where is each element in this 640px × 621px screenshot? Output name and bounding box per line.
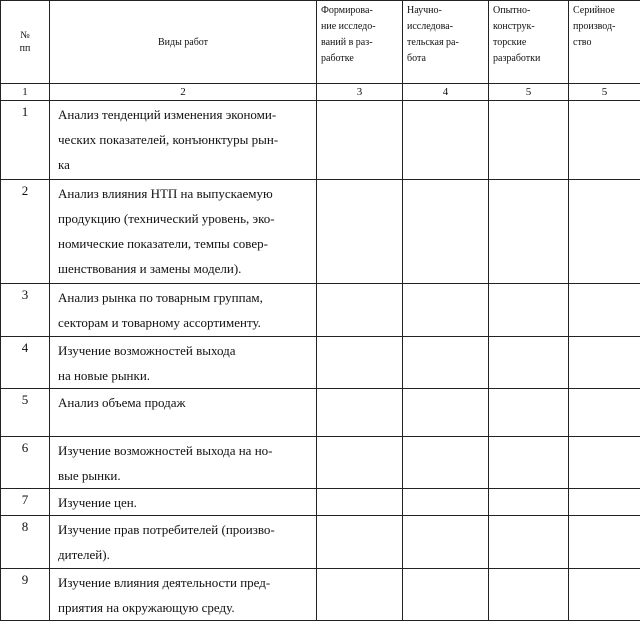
- stage-cell: [317, 284, 403, 336]
- header-line: работке: [321, 53, 354, 64]
- stage-cell: [403, 388, 489, 436]
- stage-cell: [403, 284, 489, 336]
- index-cell: 3: [317, 84, 403, 101]
- table-row: [1, 437, 640, 489]
- index-cell: 1: [1, 84, 50, 101]
- stage-cell: [317, 489, 403, 516]
- description-line: Анализ влияния НТП на выпускаемую: [58, 185, 273, 201]
- stage-cell: [317, 437, 403, 489]
- stage-cell: [403, 179, 489, 284]
- index-cell: 2: [50, 84, 317, 101]
- header-line: тельская ра-: [407, 37, 459, 48]
- stage-cell: [569, 489, 640, 516]
- row-work-description: [50, 516, 317, 568]
- header-number-cell: [1, 1, 50, 84]
- index-row: [1, 84, 640, 101]
- description-line: приятия на окружающую среду.: [58, 599, 235, 615]
- row-number: 3: [1, 284, 50, 336]
- header-line: торские: [493, 37, 527, 48]
- row-work-description: [50, 284, 317, 336]
- stage-cell: [569, 284, 640, 336]
- row-number: 8: [1, 516, 50, 568]
- header-line: Научно-: [407, 5, 442, 16]
- header-line: Опытно-: [493, 5, 531, 16]
- description-line: Изучение влияния деятельности пред-: [58, 574, 271, 590]
- stage-cell: [489, 388, 569, 436]
- header-col-formation: [317, 1, 403, 84]
- header-line: исследова-: [407, 21, 453, 32]
- stage-cell: [317, 336, 403, 388]
- table-row: [1, 284, 640, 336]
- stage-cell: [489, 179, 569, 284]
- stage-cell: [403, 568, 489, 620]
- header-works-type: Виды работ: [50, 1, 317, 84]
- stage-cell: [489, 437, 569, 489]
- header-line: Серийное: [573, 5, 615, 16]
- description-line: Анализ объема продаж: [58, 394, 186, 410]
- row-number: 4: [1, 336, 50, 388]
- row-work-description: [50, 489, 317, 516]
- description-line: Анализ рынка по товарным группам,: [58, 290, 263, 306]
- stage-cell: [569, 336, 640, 388]
- header-col-research: [403, 1, 489, 84]
- description-line: Изучение прав потребителей (произво-: [58, 522, 275, 538]
- table-row: [1, 568, 640, 620]
- row-work-description: [50, 437, 317, 489]
- row-number: 1: [1, 101, 50, 179]
- row-number: 7: [1, 489, 50, 516]
- header-line: конструк-: [493, 21, 535, 32]
- row-work-description: [50, 388, 317, 436]
- index-cell: 5: [569, 84, 640, 101]
- table-row: [1, 101, 640, 179]
- row-number: 5: [1, 388, 50, 436]
- description-line: дителей).: [58, 547, 110, 563]
- description-line: Изучение возможностей выхода: [58, 342, 236, 358]
- index-cell: 4: [403, 84, 489, 101]
- stage-cell: [317, 179, 403, 284]
- stage-cell: [403, 516, 489, 568]
- stage-cell: [489, 284, 569, 336]
- stage-cell: [317, 101, 403, 179]
- stage-cell: [403, 437, 489, 489]
- description-line: ка: [58, 157, 70, 173]
- header-number-label-2: пп: [19, 43, 31, 55]
- stage-cell: [489, 101, 569, 179]
- header-line: ство: [573, 37, 592, 48]
- stage-cell: [569, 437, 640, 489]
- stage-cell: [569, 568, 640, 620]
- row-work-description: [50, 568, 317, 620]
- stage-cell: [569, 388, 640, 436]
- description-line: вые рынки.: [58, 468, 121, 484]
- row-work-description: [50, 179, 317, 284]
- header-row: [1, 1, 640, 84]
- row-work-description: [50, 101, 317, 179]
- stage-cell: [489, 336, 569, 388]
- header-col-serial: [569, 1, 640, 84]
- description-line: Изучение возможностей выхода на но-: [58, 443, 273, 459]
- description-line: ческих показателей, конъюнктуры рын-: [58, 132, 279, 148]
- table-row: [1, 516, 640, 568]
- header-line: бота: [407, 53, 426, 64]
- row-number: 9: [1, 568, 50, 620]
- header-line: ваний в раз-: [321, 37, 373, 48]
- description-line: номические показатели, темпы совер-: [58, 235, 268, 251]
- stage-cell: [489, 489, 569, 516]
- stage-cell: [569, 179, 640, 284]
- description-line: секторам и товарному ассортименту.: [58, 315, 261, 331]
- row-number: 2: [1, 179, 50, 284]
- stage-cell: [403, 101, 489, 179]
- row-work-description: [50, 336, 317, 388]
- stage-cell: [317, 568, 403, 620]
- stage-cell: [569, 516, 640, 568]
- description-line: Анализ тенденций изменения экономи-: [58, 107, 277, 123]
- stage-cell: [403, 336, 489, 388]
- index-cell: 5: [489, 84, 569, 101]
- header-line: ние исследо-: [321, 21, 376, 32]
- description-line: на новые рынки.: [58, 367, 151, 383]
- header-col-design: [489, 1, 569, 84]
- header-number-label: №: [20, 29, 30, 41]
- table-row: [1, 179, 640, 284]
- row-number: 6: [1, 437, 50, 489]
- stage-cell: [317, 388, 403, 436]
- header-line: Формирова-: [321, 5, 373, 16]
- description-line: Изучение цен.: [58, 495, 137, 511]
- table-row: [1, 336, 640, 388]
- table-row: [1, 489, 640, 516]
- description-line: продукцию (технический уровень, эко-: [58, 210, 275, 226]
- stage-cell: [489, 568, 569, 620]
- stage-cell: [489, 516, 569, 568]
- description-line: шенствования и замены модели).: [58, 260, 242, 276]
- stage-cell: [317, 516, 403, 568]
- header-line: разработки: [493, 53, 541, 64]
- header-line: производ-: [573, 21, 616, 32]
- table-row: [1, 388, 640, 436]
- stage-cell: [569, 101, 640, 179]
- stage-cell: [403, 489, 489, 516]
